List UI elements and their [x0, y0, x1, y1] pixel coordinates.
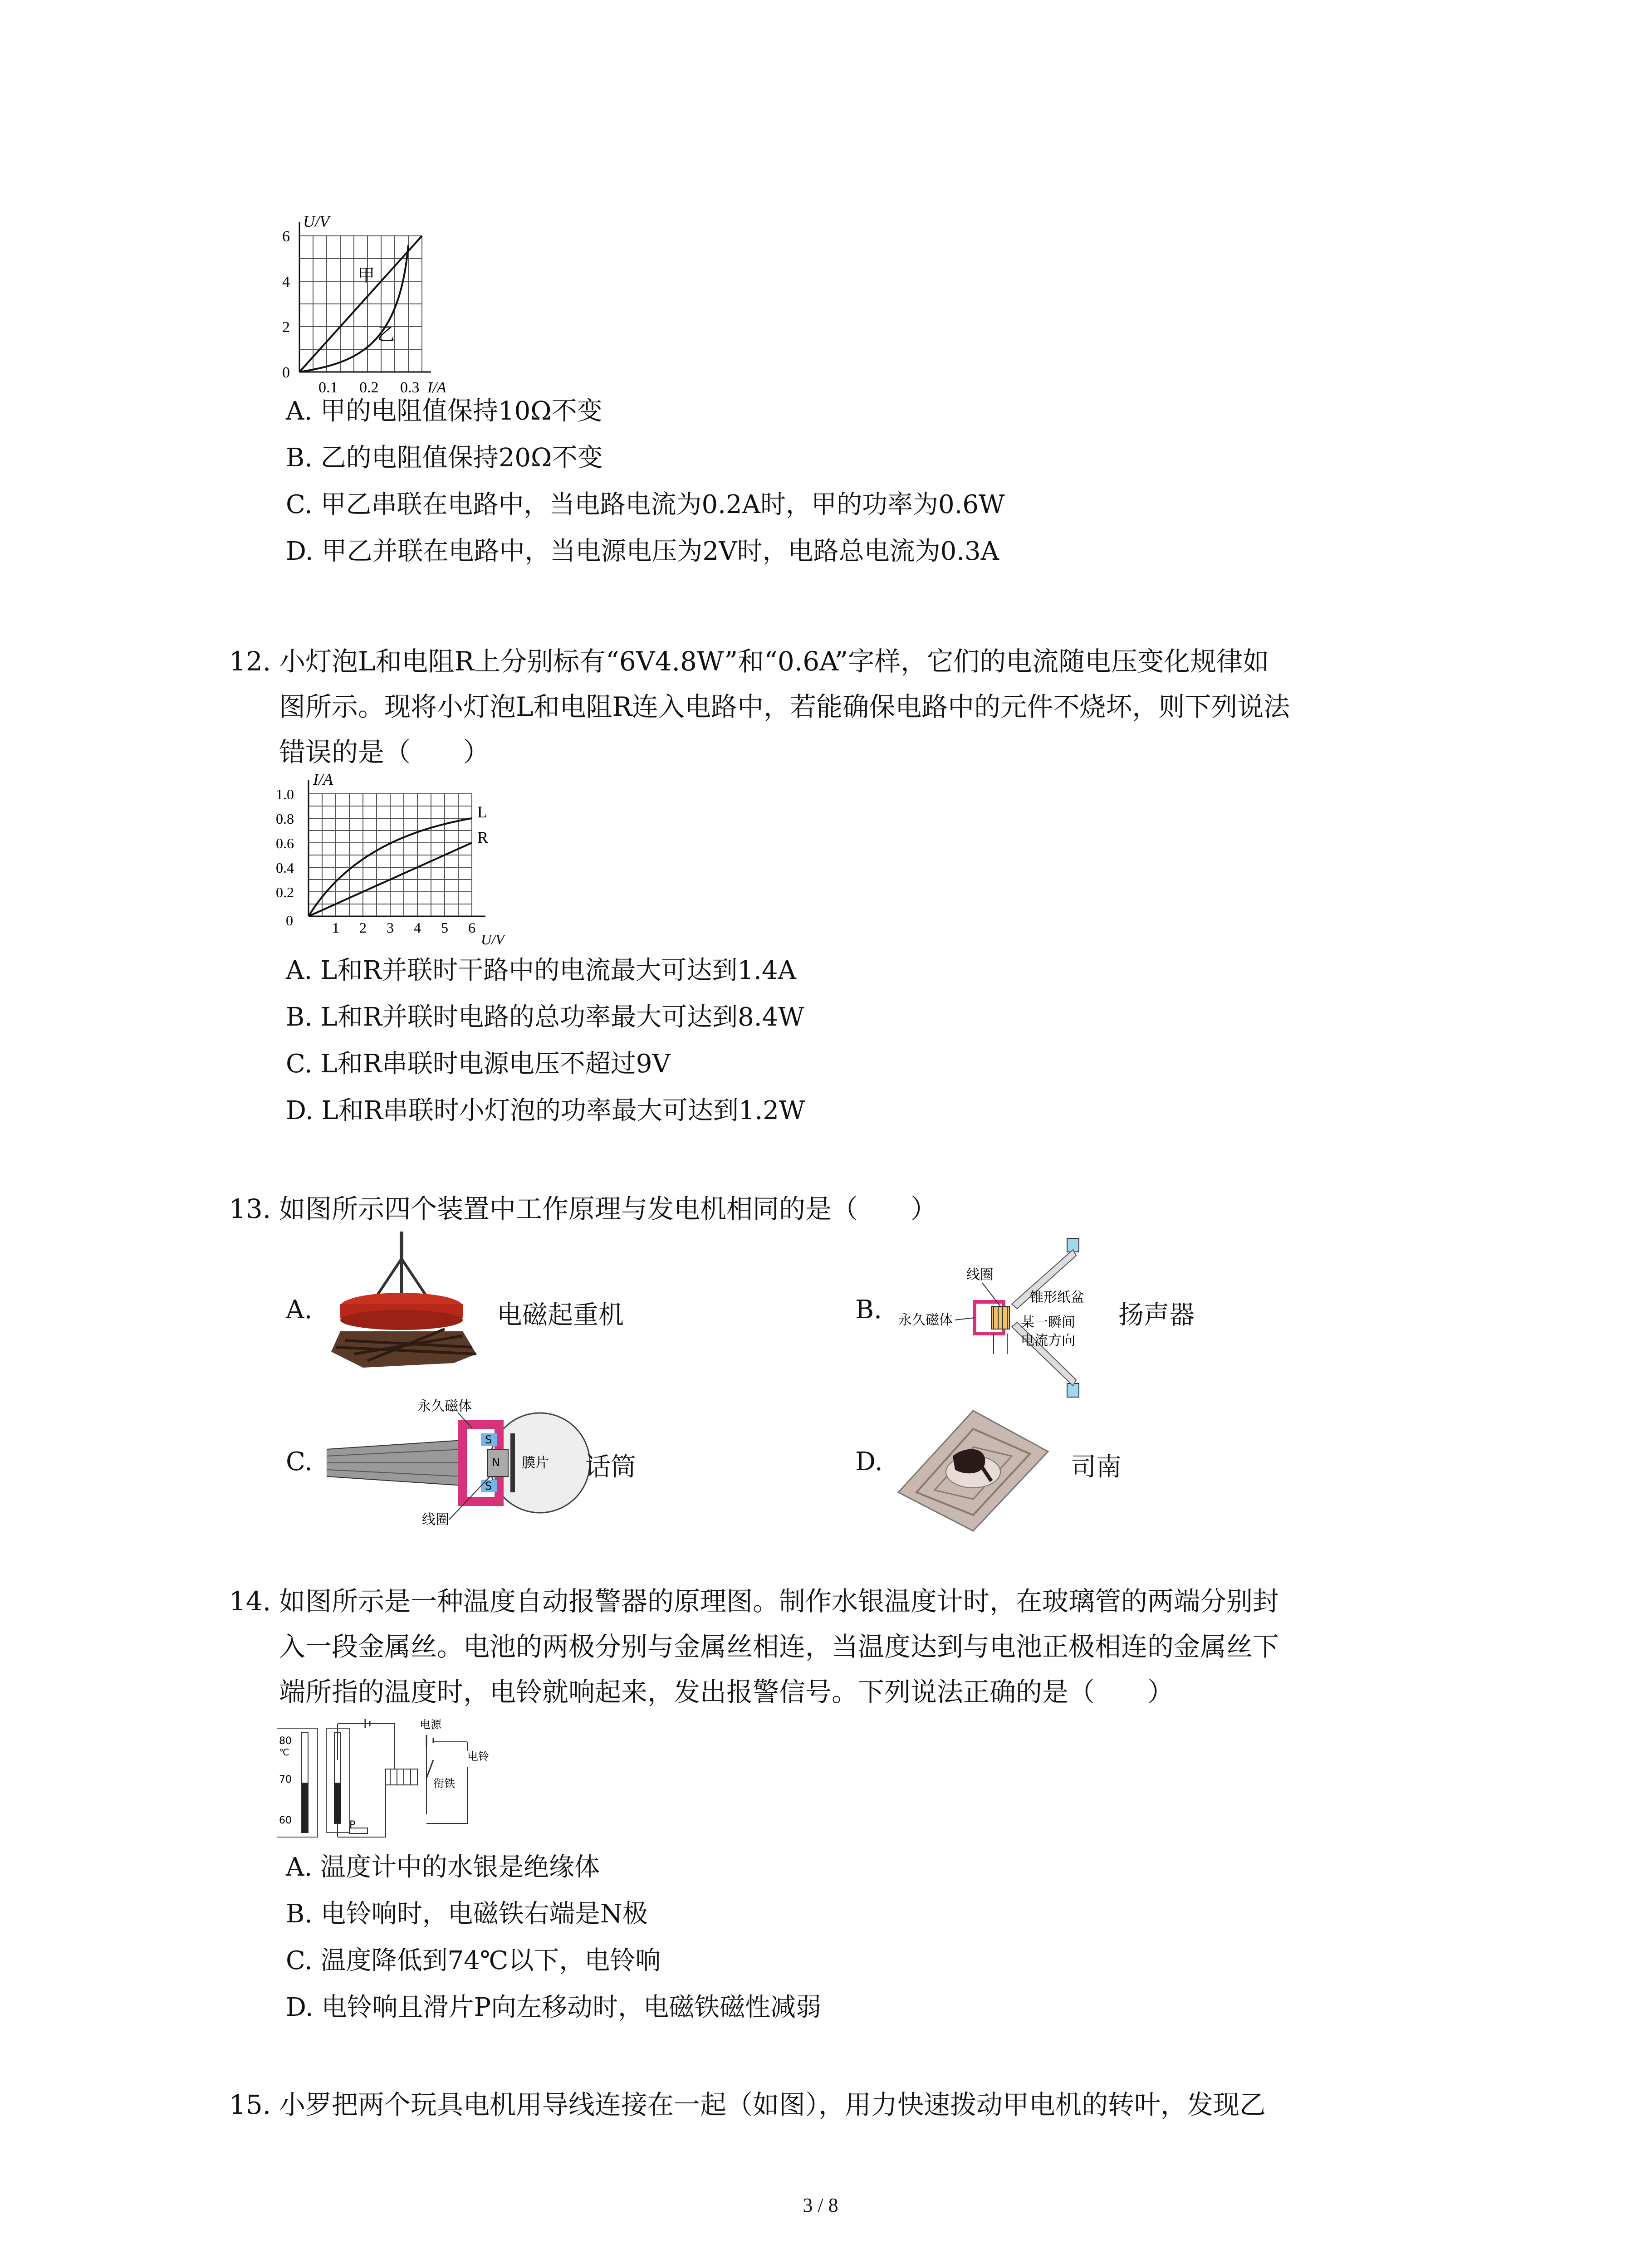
q14-number: 14.	[229, 1586, 271, 1617]
q14-option-c: C. 温度降低到74℃以下，电铃响	[286, 1946, 661, 1975]
q12-line-1: 小灯泡L和电阻R上分别标有“6V4.8W”和“0.6A”字样，它们的电流随电压变化规律如	[279, 646, 1269, 677]
q11-y-tick: 6	[282, 228, 290, 245]
q13-a-label: 电磁起重机	[497, 1300, 624, 1330]
q12-x-tick: 1	[332, 919, 339, 936]
q13-b-letter: B.	[855, 1295, 882, 1325]
mic-coil-label: 线圈	[422, 1512, 449, 1528]
q13-a-letter: A.	[286, 1295, 313, 1325]
q12-curve-r-label: R	[477, 828, 489, 846]
q13-d-label: 司南	[1071, 1452, 1122, 1482]
speaker-current-label-2: 电流方向	[1021, 1333, 1075, 1349]
mic-diaphragm-label: 膜片	[522, 1455, 549, 1471]
q12-x-tick: 2	[359, 919, 367, 936]
q15-text: 小罗把两个玩具电机用导线连接在一起（如图），用力快速拨动甲电机的转叶，发现乙	[279, 2089, 1266, 2120]
q11-curve-jia-label: 甲	[358, 266, 375, 285]
q11-option-a: A. 甲的电阻值保持10Ω不变	[286, 396, 603, 426]
alarm-bell-label: 电铃	[467, 1750, 489, 1763]
q13-b-label: 扬声器	[1118, 1300, 1195, 1330]
q11-option-b: B. 乙的电阻值保持20Ω不变	[286, 443, 603, 473]
speaker-magnet-label: 永久磁体	[898, 1312, 953, 1328]
mic-s-label-top: S	[485, 1433, 492, 1446]
alarm-temp-unit: ℃	[279, 1747, 289, 1758]
q11-x-tick: 0.3	[400, 379, 420, 396]
q12-y-tick: 0.4	[276, 860, 294, 876]
q12-origin: 0	[286, 912, 293, 929]
q12-option-d: D. L和R串联时小灯泡的功率最大可达到1.2W	[286, 1096, 805, 1125]
speaker-cone-label: 锥形纸盆	[1030, 1290, 1084, 1305]
q12-y-axis-label: I/A	[313, 770, 333, 788]
mic-s-label-bottom: S	[485, 1480, 492, 1492]
q12-line-3: 错误的是（ ）	[279, 737, 490, 767]
q14-option-a: A. 温度计中的水银是绝缘体	[286, 1853, 600, 1882]
page-number: 3 / 8	[803, 2194, 838, 2216]
alarm-slider-p: P	[349, 1819, 356, 1831]
q15-number: 15.	[229, 2089, 271, 2120]
q11-y-tick: 2	[282, 319, 290, 336]
q14-option-b: B. 电铃响时，电磁铁右端是N极	[286, 1899, 648, 1929]
q12-option-a: A. L和R并联时干路中的电流最大可达到1.4A	[286, 956, 796, 985]
speaker-coil-label: 线圈	[966, 1267, 994, 1283]
q12-y-tick: 0.8	[276, 811, 294, 827]
sinan-compass-image	[894, 1402, 1053, 1533]
q12-number: 12.	[229, 646, 271, 677]
q13-c-label: 话筒	[585, 1452, 636, 1482]
q14-line-1: 如图所示是一种温度自动报警器的原理图。制作水银温度计时，在玻璃管的两端分别封	[279, 1586, 1279, 1617]
q13-c-letter: C.	[286, 1447, 313, 1476]
q12-line-2: 图所示。现将小灯泡L和电阻R连入电路中，若能确保电路中的元件不烧坏，则下列说法	[279, 691, 1290, 722]
q11-option-c: C. 甲乙串联在电路中，当电路电流为0.2A时，甲的功率为0.6W	[286, 490, 1005, 519]
loudspeaker-diagram	[898, 1229, 1107, 1402]
q13-text: 如图所示四个装置中工作原理与发电机相同的是（ ）	[279, 1193, 937, 1224]
q12-x-tick: 3	[387, 919, 394, 936]
q12-option-b: B. L和R并联时电路的总功率最大可达到8.4W	[286, 1002, 804, 1032]
q11-y-axis-label: U/V	[303, 212, 329, 230]
temperature-alarm-diagram	[277, 1715, 513, 1846]
q12-x-tick: 6	[468, 919, 475, 936]
q11-option-d: D. 甲乙并联在电路中，当电源电压为2V时，电路总电流为0.3A	[286, 537, 999, 566]
q13-d-letter: D.	[855, 1447, 883, 1476]
q12-y-tick: 0.2	[276, 884, 294, 900]
q12-option-c: C. L和R串联时电源电压不超过9V	[286, 1049, 671, 1079]
q12-x-tick: 5	[441, 919, 448, 936]
alarm-temp-60: 60	[279, 1815, 292, 1826]
q11-x-tick: 0.2	[359, 379, 379, 396]
q12-x-axis-label: U/V	[481, 931, 505, 948]
q12-iu-graph	[254, 767, 508, 948]
q11-x-tick: 0.1	[318, 379, 338, 396]
mic-n-label: N	[492, 1456, 500, 1469]
q11-ui-graph	[254, 209, 463, 399]
mic-magnet-label: 永久磁体	[417, 1398, 472, 1414]
q12-y-tick: 0.6	[276, 835, 294, 851]
speaker-current-label-1: 某一瞬间	[1021, 1315, 1075, 1330]
alarm-temp-70: 70	[279, 1774, 292, 1785]
q14-line-3: 端所指的温度时，电铃就响起来，发出报警信号。下列说法正确的是（ ）	[279, 1677, 1174, 1707]
q11-origin: 0	[282, 364, 290, 381]
q11-curve-yi-label: 乙	[377, 325, 395, 344]
q11-y-tick: 4	[282, 274, 290, 290]
alarm-armature-label: 衔铁	[433, 1777, 455, 1790]
q14-line-2: 入一段金属丝。电池的两极分别与金属丝相连，当温度达到与电池正极相连的金属丝下	[279, 1631, 1279, 1662]
q11-x-axis-label: I/A	[427, 379, 446, 396]
alarm-power-label: 电源	[420, 1718, 441, 1731]
q13-number: 13.	[229, 1193, 271, 1224]
q12-y-tick: 1.0	[276, 786, 294, 802]
q12-x-tick: 4	[414, 919, 421, 936]
alarm-temp-80: 80	[279, 1735, 292, 1747]
crane-image	[327, 1232, 490, 1381]
q12-curve-l-label: L	[477, 803, 487, 821]
q14-option-d: D. 电铃响且滑片P向左移动时，电磁铁磁性减弱	[286, 1993, 822, 2022]
microphone-diagram	[327, 1393, 590, 1533]
